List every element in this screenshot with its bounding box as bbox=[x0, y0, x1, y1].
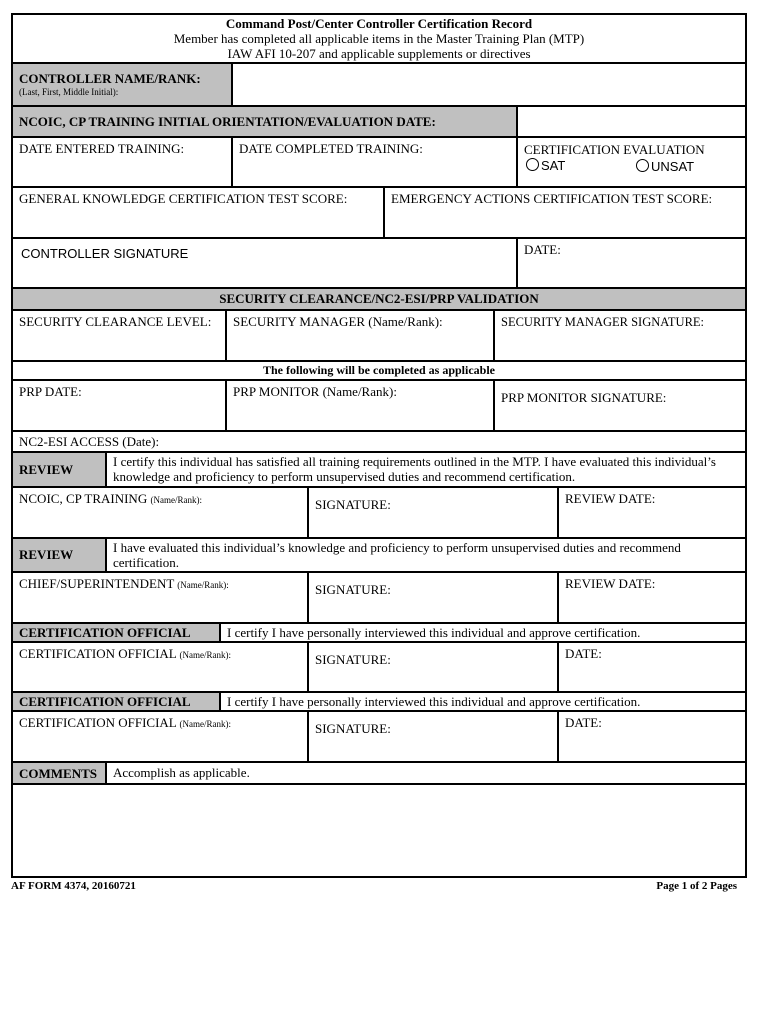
prp-date-field[interactable] bbox=[13, 381, 227, 430]
cert1-name-label-text: CERTIFICATION OFFICIAL bbox=[19, 646, 177, 661]
general-knowledge-score-label: GENERAL KNOWLEDGE CERTIFICATION TEST SCORE: bbox=[19, 191, 348, 206]
applicable-note: The following will be completed as applicable bbox=[262, 363, 495, 377]
date-completed-label: DATE COMPLETED TRAINING: bbox=[239, 141, 423, 156]
cert2-text: I certify I have personally interviewed this individual and approve certification. bbox=[227, 694, 641, 709]
review2-date-label: REVIEW DATE: bbox=[565, 576, 656, 591]
review2-date-field[interactable] bbox=[559, 573, 745, 622]
cert1-date-field[interactable] bbox=[559, 643, 745, 691]
ncoic-cp-training-label bbox=[19, 491, 202, 508]
cert1-statement bbox=[221, 624, 745, 641]
general-knowledge-score-field[interactable] bbox=[13, 188, 385, 237]
cert2-name-label bbox=[19, 715, 231, 732]
review2-text-line2: certification. bbox=[113, 555, 180, 570]
ncoic-cp-training-name-field[interactable] bbox=[13, 488, 309, 537]
cert1-signature-label: SIGNATURE: bbox=[315, 652, 391, 667]
prp-monitor-field[interactable] bbox=[227, 381, 495, 430]
form-id: AF FORM 4374, 20160721 bbox=[11, 880, 136, 892]
ncoic-orientation-label: NCOIC, CP TRAINING INITIAL ORIENTATION/EVALUATION DATE: bbox=[19, 114, 436, 129]
security-manager-signature-field[interactable] bbox=[495, 311, 745, 360]
ncoic-cp-training-label-text: NCOIC, CP TRAINING bbox=[19, 491, 148, 506]
form-header bbox=[13, 15, 745, 64]
cert2-signature-label: SIGNATURE: bbox=[315, 721, 391, 736]
controller-name-label: CONTROLLER NAME/RANK: bbox=[19, 71, 201, 86]
prp-monitor-signature-label: PRP MONITOR SIGNATURE: bbox=[501, 390, 667, 405]
review2-signature-label: SIGNATURE: bbox=[315, 582, 391, 597]
prp-monitor-label: PRP MONITOR (Name/Rank): bbox=[233, 384, 397, 399]
comments-field[interactable] bbox=[13, 785, 745, 876]
nc2-esi-access-label: NC2-ESI ACCESS (Date): bbox=[19, 434, 160, 449]
review1-text-line1: I certify this individual has satisfied all training requirements outlined in the MTP. I have evaluated this individual’s bbox=[113, 454, 716, 469]
controller-signature-date-field[interactable] bbox=[518, 239, 745, 287]
review1-signature-field[interactable] bbox=[309, 488, 559, 537]
unsat-radio-icon[interactable] bbox=[636, 159, 649, 172]
review1-tag-cell bbox=[13, 453, 107, 486]
controller-signature-row bbox=[13, 239, 745, 289]
controller-name-row bbox=[13, 64, 745, 107]
review1-date-label: REVIEW DATE: bbox=[565, 491, 656, 506]
certification-evaluation-label: CERTIFICATION EVALUATION bbox=[524, 142, 705, 157]
review2-fields-row bbox=[13, 573, 745, 624]
cert2-date-label: DATE: bbox=[565, 715, 602, 730]
certification-form bbox=[11, 13, 747, 878]
ncoic-orientation-label-cell bbox=[13, 107, 518, 136]
security-heading-row bbox=[13, 289, 745, 311]
review2-tag: REVIEW bbox=[19, 547, 74, 562]
certification-evaluation-cell bbox=[518, 138, 745, 186]
date-entered-label: DATE ENTERED TRAINING: bbox=[19, 141, 185, 156]
review2-statement bbox=[107, 539, 745, 571]
ncoic-cp-training-sublabel: (Name/Rank): bbox=[150, 495, 202, 505]
ncoic-orientation-row bbox=[13, 107, 745, 138]
emergency-actions-score-field[interactable] bbox=[385, 188, 745, 237]
prp-date-label: PRP DATE: bbox=[19, 384, 82, 399]
review1-date-field[interactable] bbox=[559, 488, 745, 537]
chief-superintendent-label bbox=[19, 576, 229, 593]
review1-signature-label: SIGNATURE: bbox=[315, 497, 391, 512]
cert2-name-sublabel: (Name/Rank): bbox=[179, 719, 232, 729]
cert2-date-field[interactable] bbox=[559, 712, 745, 761]
comments-instruction: Accomplish as applicable. bbox=[113, 765, 250, 780]
cert1-date-label: DATE: bbox=[565, 646, 602, 661]
comments-heading-row bbox=[13, 763, 745, 785]
review1-fields-row bbox=[13, 488, 745, 539]
cert1-name-field[interactable] bbox=[13, 643, 309, 691]
cert1-tag-cell bbox=[13, 624, 221, 641]
security-clearance-level-field[interactable] bbox=[13, 311, 227, 360]
cert2-name-label-text: CERTIFICATION OFFICIAL bbox=[19, 715, 177, 730]
review1-tag: REVIEW bbox=[19, 462, 74, 477]
review2-statement-row bbox=[13, 539, 745, 573]
controller-signature-field[interactable] bbox=[13, 239, 518, 287]
unsat-label: UNSAT bbox=[651, 159, 695, 174]
controller-signature-date-label: DATE: bbox=[524, 242, 561, 257]
cert2-name-field[interactable] bbox=[13, 712, 309, 761]
nc2-esi-row[interactable] bbox=[13, 432, 745, 453]
emergency-actions-score-label: EMERGENCY ACTIONS CERTIFICATION TEST SCORE: bbox=[391, 191, 713, 206]
cert1-name-sublabel: (Name/Rank): bbox=[179, 650, 232, 660]
cert2-signature-field[interactable] bbox=[309, 712, 559, 761]
security-heading: SECURITY CLEARANCE/NC2-ESI/PRP VALIDATION bbox=[219, 291, 539, 306]
comments-tag-cell bbox=[13, 763, 107, 783]
review2-text-line1: I have evaluated this individual’s knowledge and proficiency to perform unsupervised duties and recommend bbox=[113, 540, 681, 555]
chief-superintendent-sublabel: (Name/Rank): bbox=[177, 580, 229, 590]
prp-row bbox=[13, 381, 745, 432]
chief-superintendent-label-text: CHIEF/SUPERINTENDENT bbox=[19, 576, 175, 591]
security-manager-field[interactable] bbox=[227, 311, 495, 360]
form-subtitle-mtp: Member has completed all applicable items in the Master Training Plan (MTP) bbox=[173, 31, 585, 46]
applicable-note-row bbox=[13, 362, 745, 381]
prp-monitor-signature-field[interactable] bbox=[495, 381, 745, 430]
cert1-fields-row bbox=[13, 643, 745, 693]
training-dates-row bbox=[13, 138, 745, 188]
security-manager-label: SECURITY MANAGER (Name/Rank): bbox=[233, 314, 443, 329]
security-manager-signature-label: SECURITY MANAGER SIGNATURE: bbox=[501, 315, 705, 329]
security-clearance-row bbox=[13, 311, 745, 362]
ncoic-orientation-date-field[interactable] bbox=[518, 107, 745, 136]
review2-signature-field[interactable] bbox=[309, 573, 559, 622]
date-completed-field[interactable] bbox=[233, 138, 518, 186]
sat-label: SAT bbox=[541, 158, 566, 173]
cert1-signature-field[interactable] bbox=[309, 643, 559, 691]
controller-name-field[interactable] bbox=[233, 64, 745, 105]
form-title: Command Post/Center Controller Certification Record bbox=[225, 16, 533, 31]
date-entered-field[interactable] bbox=[13, 138, 233, 186]
cert1-tag: CERTIFICATION OFFICIAL bbox=[19, 625, 191, 640]
sat-radio-icon[interactable] bbox=[526, 158, 539, 171]
controller-signature-label: CONTROLLER SIGNATURE bbox=[21, 246, 189, 261]
review1-statement bbox=[107, 453, 745, 486]
cert1-statement-row bbox=[13, 624, 745, 643]
comments-tag: COMMENTS bbox=[19, 766, 97, 781]
cert2-statement-row bbox=[13, 693, 745, 712]
controller-name-label-cell bbox=[13, 64, 233, 105]
cert1-name-label bbox=[19, 646, 231, 663]
review1-statement-row bbox=[13, 453, 745, 488]
page-number: Page 1 of 2 Pages bbox=[656, 880, 737, 892]
cert2-statement bbox=[221, 693, 745, 710]
cert2-tag-cell bbox=[13, 693, 221, 710]
sat-option[interactable] bbox=[526, 158, 565, 173]
review1-text-line2: knowledge and proficiency to perform unsupervised duties and recommend certification. bbox=[113, 469, 576, 484]
cert2-tag: CERTIFICATION OFFICIAL bbox=[19, 694, 191, 709]
form-subtitle-afi: IAW AFI 10-207 and applicable supplements or directives bbox=[227, 46, 531, 61]
chief-superintendent-name-field[interactable] bbox=[13, 573, 309, 622]
cert1-text: I certify I have personally interviewed this individual and approve certification. bbox=[227, 625, 641, 640]
security-clearance-level-label: SECURITY CLEARANCE LEVEL: bbox=[19, 314, 212, 329]
controller-name-sublabel: (Last, First, Middle Initial): bbox=[19, 87, 119, 97]
cert2-fields-row bbox=[13, 712, 745, 763]
unsat-option[interactable] bbox=[636, 159, 694, 174]
comments-instruction-cell bbox=[107, 763, 745, 783]
test-scores-row bbox=[13, 188, 745, 239]
review2-tag-cell bbox=[13, 539, 107, 571]
